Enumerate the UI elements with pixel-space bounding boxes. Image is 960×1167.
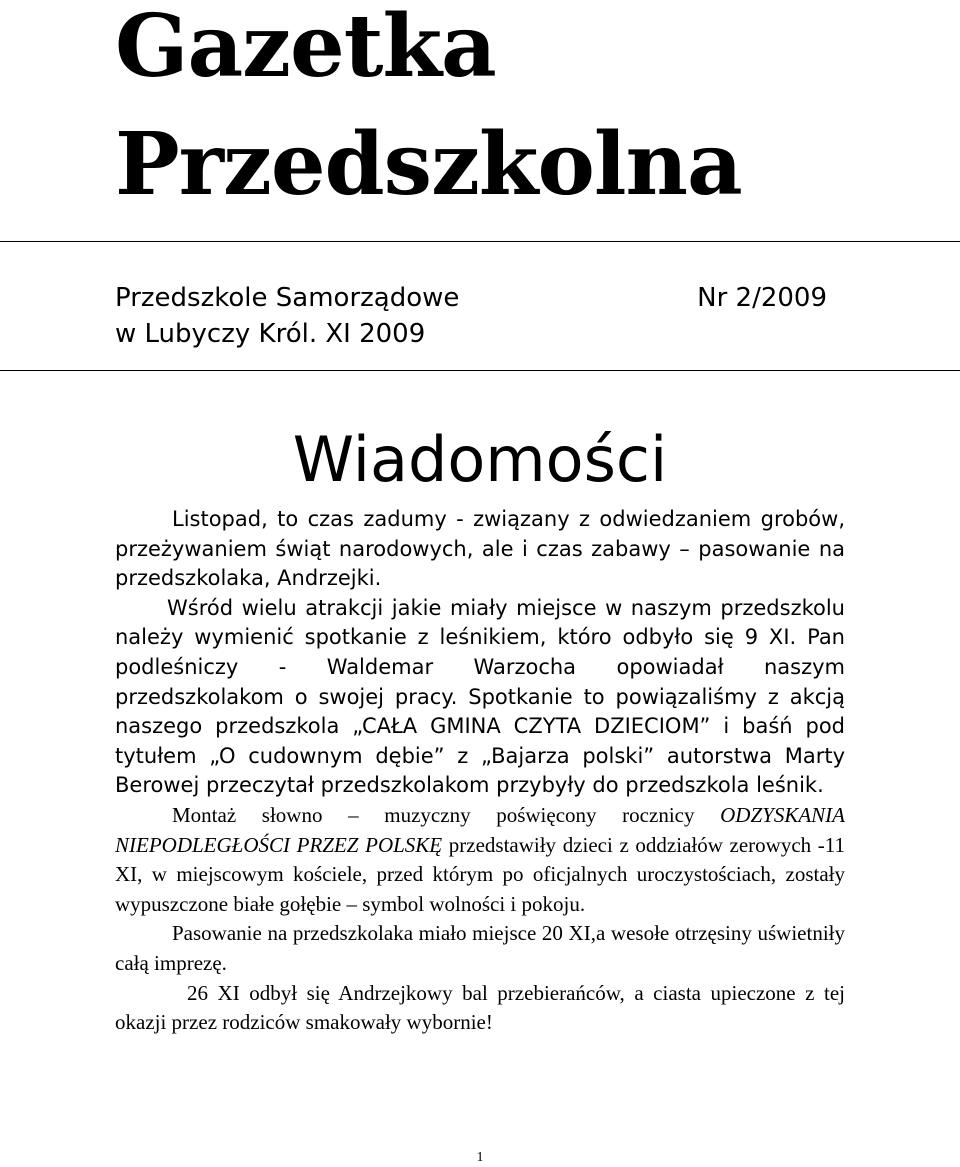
article-body [115, 505, 845, 1038]
publisher-location-date: w Lubyczy Król. XI 2009 [115, 319, 426, 349]
montage-text-start: Montaż słowno – muzyczny poświęcony rocznicy [172, 802, 721, 827]
publisher-name: Przedszkole Samorządowe [115, 283, 460, 313]
article-paragraph-andrzejki-ball: 26 XI odbył się Andrzejkowy bal przebierańców, a ciasta upieczone z tej okazji przez rodziców smakowały wybornie! [115, 980, 845, 1035]
article-paragraph-initiation: Pasowanie na przedszkolaka miało miejsce 20 XI,a wesołe otrzęsiny uświetniły całą imprezę. [115, 921, 845, 975]
issue-number: Nr 2/2009 [697, 283, 827, 313]
page-number: 1 [476, 1150, 484, 1165]
article-paragraph-forester-part1: Wśród wielu atrakcji jakie miały miejsce w naszym przedszkolu należy wymienić spotkanie z leśnikiem, któro odbyło się 9 XI. [115, 595, 845, 650]
article-paragraph-intro: Listopad, to czas zadumy - związany z odwiedzaniem grobów, przeżywaniem świąt narodowych, ale i czas zabawy – pasowanie na przedszkolaka, Andrzejki. [115, 507, 845, 591]
montage-text-end: przedstawiły dzieci z oddziałów zerowych -11 XI, w miejscowym kościele, przed którym po oficjalnych uroczystościach, zostały wypuszczone białe gołębie – symbol wolności i pokoju. [115, 832, 845, 916]
article-paragraph-forester-part2: Pan podleśniczy - Waldemar Warzocha opowiadał naszym przedszkolakom o swojej pracy. Spotkanie to powiązaliśmy z akcją naszego przedszkola „CAŁA GMINA CZYTA DZIECIOM” i baśń pod tytułem „O cudownym dębie” z „Bajarza polski” autorstwa Marty Berowej przeczytał przedszkolakom przybyły do przedszkola leśnik. [115, 625, 845, 798]
newsletter-title-line-2: Przedszkolna [115, 114, 742, 215]
article-paragraph-forester [115, 594, 845, 801]
masthead-bottom-rule [0, 370, 960, 371]
montage-anniversary-title: ODZYSKANIA NIEPODLEGŁOŚCI PRZEZ POLSKĘ [115, 802, 845, 857]
masthead-top-rule [0, 241, 960, 242]
article-paragraph-montage [115, 801, 845, 919]
newsletter-title-line-1: Gazetka [115, 0, 496, 97]
section-heading: Wiadomości [292, 423, 668, 496]
